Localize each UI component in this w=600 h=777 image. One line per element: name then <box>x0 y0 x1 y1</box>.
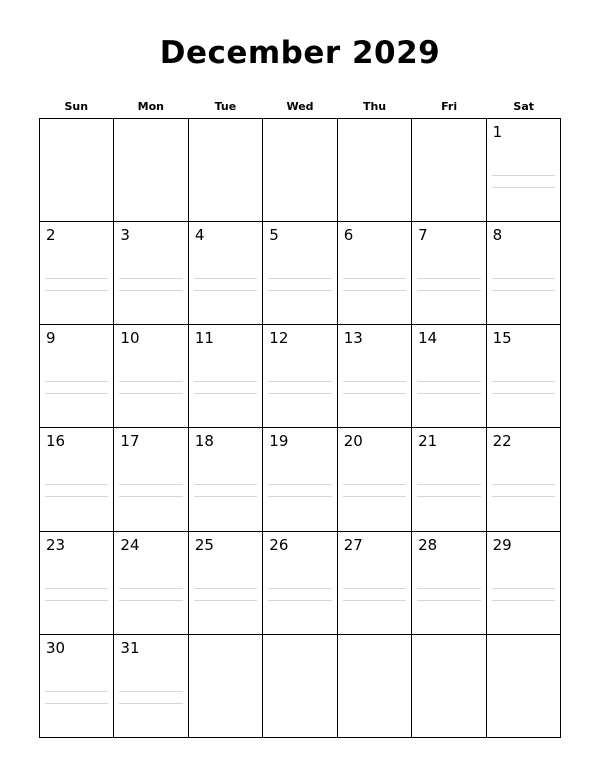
day-number: 21 <box>418 432 438 451</box>
note-line <box>417 393 480 394</box>
note-line <box>119 393 182 394</box>
day-cell <box>40 532 114 635</box>
day-cell <box>263 222 337 325</box>
day-cell <box>487 428 561 531</box>
note-line <box>45 496 108 497</box>
empty-cell <box>338 119 412 222</box>
note-line <box>45 588 108 589</box>
day-number: 28 <box>418 535 438 554</box>
note-line <box>492 175 555 176</box>
note-line <box>492 290 555 291</box>
day-number: 3 <box>120 226 130 245</box>
note-line <box>194 393 257 394</box>
day-cell <box>114 428 188 531</box>
day-number: 31 <box>120 638 140 657</box>
note-line <box>492 496 555 497</box>
day-cell <box>487 222 561 325</box>
day-cell <box>263 428 337 531</box>
note-line <box>268 381 331 382</box>
note-line <box>492 588 555 589</box>
day-cell <box>189 222 263 325</box>
note-line <box>343 278 406 279</box>
day-cell <box>263 532 337 635</box>
note-line <box>45 393 108 394</box>
note-line <box>492 600 555 601</box>
day-number: 9 <box>46 329 56 348</box>
day-cell <box>189 532 263 635</box>
note-line <box>492 381 555 382</box>
day-number: 14 <box>418 329 438 348</box>
note-line <box>343 381 406 382</box>
note-line <box>119 381 182 382</box>
note-line <box>343 496 406 497</box>
day-number: 26 <box>269 535 289 554</box>
note-line <box>119 496 182 497</box>
empty-cell <box>189 119 263 222</box>
day-number: 19 <box>269 432 289 451</box>
day-number: 8 <box>492 226 503 245</box>
note-line <box>45 278 108 279</box>
note-line <box>492 484 555 485</box>
weekday-thu: Thu <box>362 100 387 113</box>
day-cell <box>189 325 263 428</box>
calendar-grid <box>39 118 561 738</box>
day-cell <box>412 532 486 635</box>
day-cell <box>40 222 114 325</box>
note-line <box>194 290 257 291</box>
day-number: 5 <box>269 226 279 245</box>
empty-cell <box>412 119 486 222</box>
note-line <box>492 393 555 394</box>
empty-cell <box>40 119 114 222</box>
note-line <box>417 588 480 589</box>
note-line <box>417 496 480 497</box>
note-line <box>343 393 406 394</box>
note-line <box>194 484 257 485</box>
note-line <box>417 290 480 291</box>
note-line <box>45 703 108 704</box>
day-cell <box>487 325 561 428</box>
note-line <box>45 381 108 382</box>
day-number: 10 <box>120 329 140 348</box>
note-line <box>492 187 555 188</box>
note-line <box>268 496 331 497</box>
day-cell <box>40 325 114 428</box>
day-cell <box>338 222 412 325</box>
note-line <box>45 600 108 601</box>
day-number: 16 <box>46 432 66 451</box>
day-cell <box>263 325 337 428</box>
note-line <box>343 484 406 485</box>
empty-cell <box>114 119 188 222</box>
day-number: 6 <box>343 226 354 245</box>
note-line <box>194 600 257 601</box>
note-line <box>119 290 182 291</box>
day-cell <box>487 532 561 635</box>
empty-cell <box>189 635 263 738</box>
note-line <box>119 588 182 589</box>
weekday-sat: Sat <box>513 100 534 113</box>
empty-cell <box>487 635 561 738</box>
day-number: 20 <box>343 432 363 451</box>
day-number: 1 <box>492 123 503 141</box>
note-line <box>268 600 331 601</box>
note-line <box>417 278 480 279</box>
note-line <box>268 588 331 589</box>
day-cell <box>487 119 561 222</box>
note-line <box>194 278 257 279</box>
note-line <box>343 290 406 291</box>
day-cell <box>114 635 188 738</box>
day-number: 13 <box>343 329 363 348</box>
day-number: 25 <box>194 535 214 554</box>
day-number: 4 <box>194 226 205 245</box>
day-cell <box>412 222 486 325</box>
day-cell <box>114 325 188 428</box>
day-number: 22 <box>492 432 512 451</box>
note-line <box>194 588 257 589</box>
day-number: 24 <box>120 535 140 554</box>
note-line <box>268 290 331 291</box>
weekday-fri: Fri <box>441 100 458 113</box>
note-line <box>417 484 480 485</box>
note-line <box>343 600 406 601</box>
empty-cell <box>338 635 412 738</box>
note-line <box>45 290 108 291</box>
weekday-header <box>39 100 561 116</box>
day-number: 29 <box>492 535 512 554</box>
day-number: 30 <box>46 638 66 657</box>
day-number: 27 <box>343 535 363 554</box>
note-line <box>268 278 331 279</box>
note-line <box>268 393 331 394</box>
note-line <box>119 484 182 485</box>
note-line <box>119 278 182 279</box>
day-number: 17 <box>120 432 140 451</box>
note-line <box>194 381 257 382</box>
day-number: 11 <box>194 329 214 348</box>
empty-cell <box>263 119 337 222</box>
weekday-mon: Mon <box>137 100 165 113</box>
day-cell <box>412 325 486 428</box>
note-line <box>268 484 331 485</box>
note-line <box>45 484 108 485</box>
note-line <box>417 600 480 601</box>
day-cell <box>40 428 114 531</box>
weekday-wed: Wed <box>286 100 314 113</box>
note-line <box>492 278 555 279</box>
day-cell <box>40 635 114 738</box>
note-line <box>119 703 182 704</box>
day-cell <box>189 428 263 531</box>
day-number: 7 <box>418 226 428 245</box>
day-cell <box>114 222 188 325</box>
day-number: 2 <box>46 226 56 245</box>
note-line <box>119 691 182 692</box>
empty-cell <box>263 635 337 738</box>
day-cell <box>412 428 486 531</box>
page-title: December 2029 <box>159 35 441 71</box>
day-cell <box>114 532 188 635</box>
note-line <box>417 381 480 382</box>
empty-cell <box>412 635 486 738</box>
day-number: 23 <box>46 535 66 554</box>
weekday-sun: Sun <box>64 100 89 113</box>
weekday-tue: Tue <box>214 100 237 113</box>
note-line <box>119 600 182 601</box>
day-number: 18 <box>194 432 214 451</box>
day-number: 15 <box>492 329 512 348</box>
note-line <box>194 496 257 497</box>
note-line <box>45 691 108 692</box>
day-cell <box>338 325 412 428</box>
day-cell <box>338 532 412 635</box>
day-number: 12 <box>269 329 289 348</box>
day-cell <box>338 428 412 531</box>
note-line <box>343 588 406 589</box>
